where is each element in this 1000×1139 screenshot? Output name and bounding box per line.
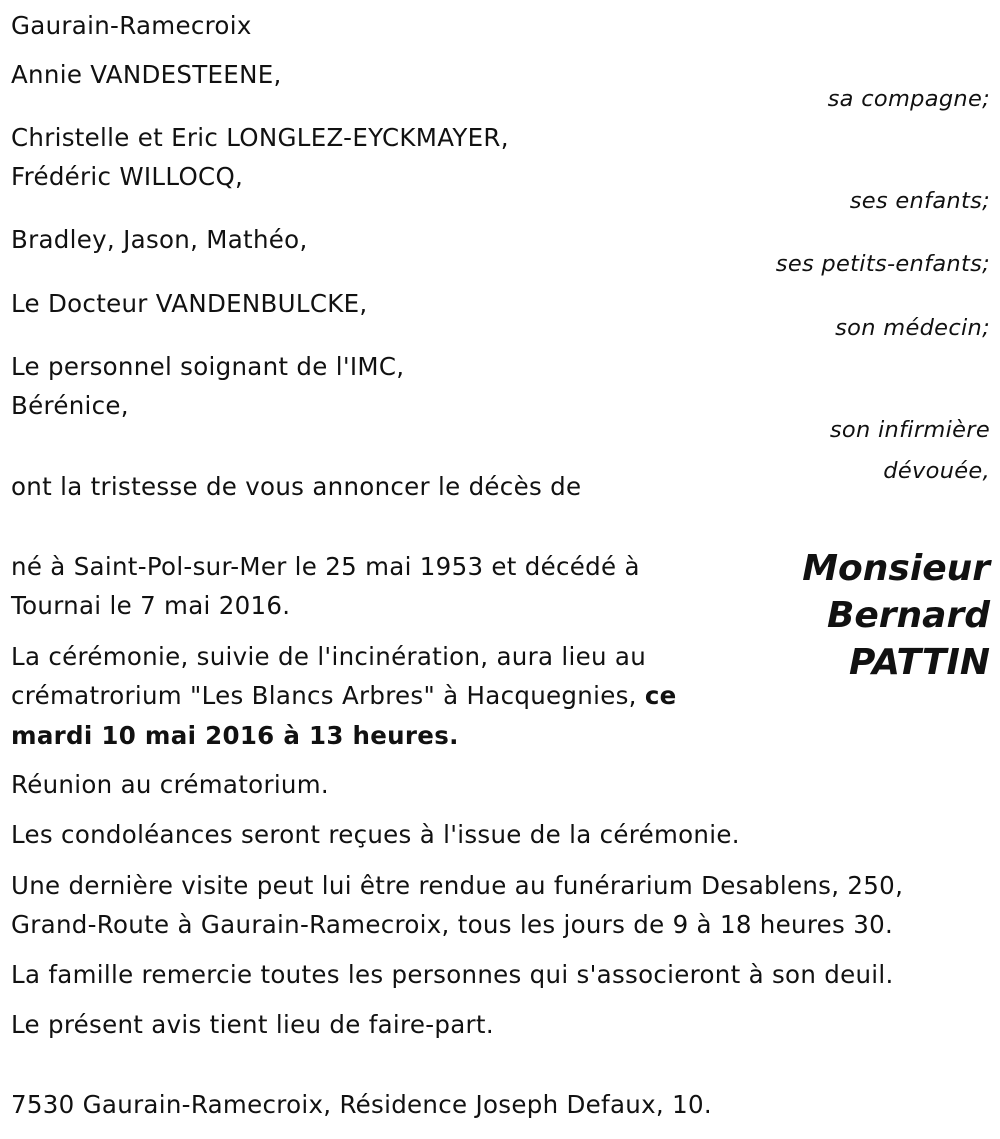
meeting: Réunion au crématorium. [11, 770, 330, 799]
announcement: ont la tristesse de vous annoncer le décès de [11, 472, 582, 501]
companion-name: Annie VANDESTEENE, [11, 60, 282, 89]
doctor-role: son médecin; [835, 315, 990, 341]
nurses-line-2: Bérénice, [11, 391, 129, 420]
thanks: La famille remercie toutes les personnes qui s'associeront à son deuil. [11, 960, 894, 989]
ceremony-line-1: La cérémonie, suivie de l'incinération, aura lieu au [11, 642, 647, 671]
companion-role: sa compagne; [827, 86, 990, 112]
ceremony-line-2 [11, 676, 677, 715]
ceremony-line-2-text: crématrorium "Les Blancs Arbres" à Hacquegnies, [11, 681, 645, 710]
deceased-last-name: PATTIN [849, 642, 990, 683]
grandchildren-names: Bradley, Jason, Mathéo, [11, 225, 308, 254]
visit-line-2: Grand-Route à Gaurain-Ramecroix, tous les jours de 9 à 18 heures 30. [11, 910, 894, 939]
doctor-name: Le Docteur VANDENBULCKE, [11, 289, 368, 318]
location-header: Gaurain-Ramecroix [11, 11, 252, 40]
deceased-first-name: Bernard [826, 595, 990, 636]
nurse-role-line-1: son infirmière [829, 417, 990, 443]
deceased-name [802, 545, 990, 686]
birth-line-2: Tournai le 7 mai 2016. [11, 591, 291, 620]
children-line-2: Frédéric WILLOCQ, [11, 162, 244, 191]
notice: Le présent avis tient lieu de faire-part. [11, 1010, 494, 1039]
birth-line-1: né à Saint-Pol-sur-Mer le 25 mai 1953 et décédé à [11, 552, 640, 581]
grandchildren-role: ses petits-enfants; [775, 251, 990, 277]
condolences: Les condoléances seront reçues à l'issue de la cérémonie. [11, 820, 740, 849]
children-line-1: Christelle et Eric LONGLEZ-EYCKMAYER, [11, 123, 509, 152]
ceremony-line-3 [11, 716, 459, 755]
nurse-role-line-2: dévouée, [883, 458, 990, 484]
ceremony-date-bold: mardi 10 mai 2016 à 13 heures. [11, 721, 459, 750]
deceased-title: Monsieur [802, 548, 990, 589]
address: 7530 Gaurain-Ramecroix, Résidence Joseph Defaux, 10. [11, 1090, 712, 1119]
visit-line-1: Une dernière visite peut lui être rendue au funérarium Desablens, 250, [11, 871, 904, 900]
children-role: ses enfants; [849, 188, 990, 214]
ceremony-date-bold-start: ce [644, 681, 677, 710]
nurses-line-1: Le personnel soignant de l'IMC, [11, 352, 405, 381]
